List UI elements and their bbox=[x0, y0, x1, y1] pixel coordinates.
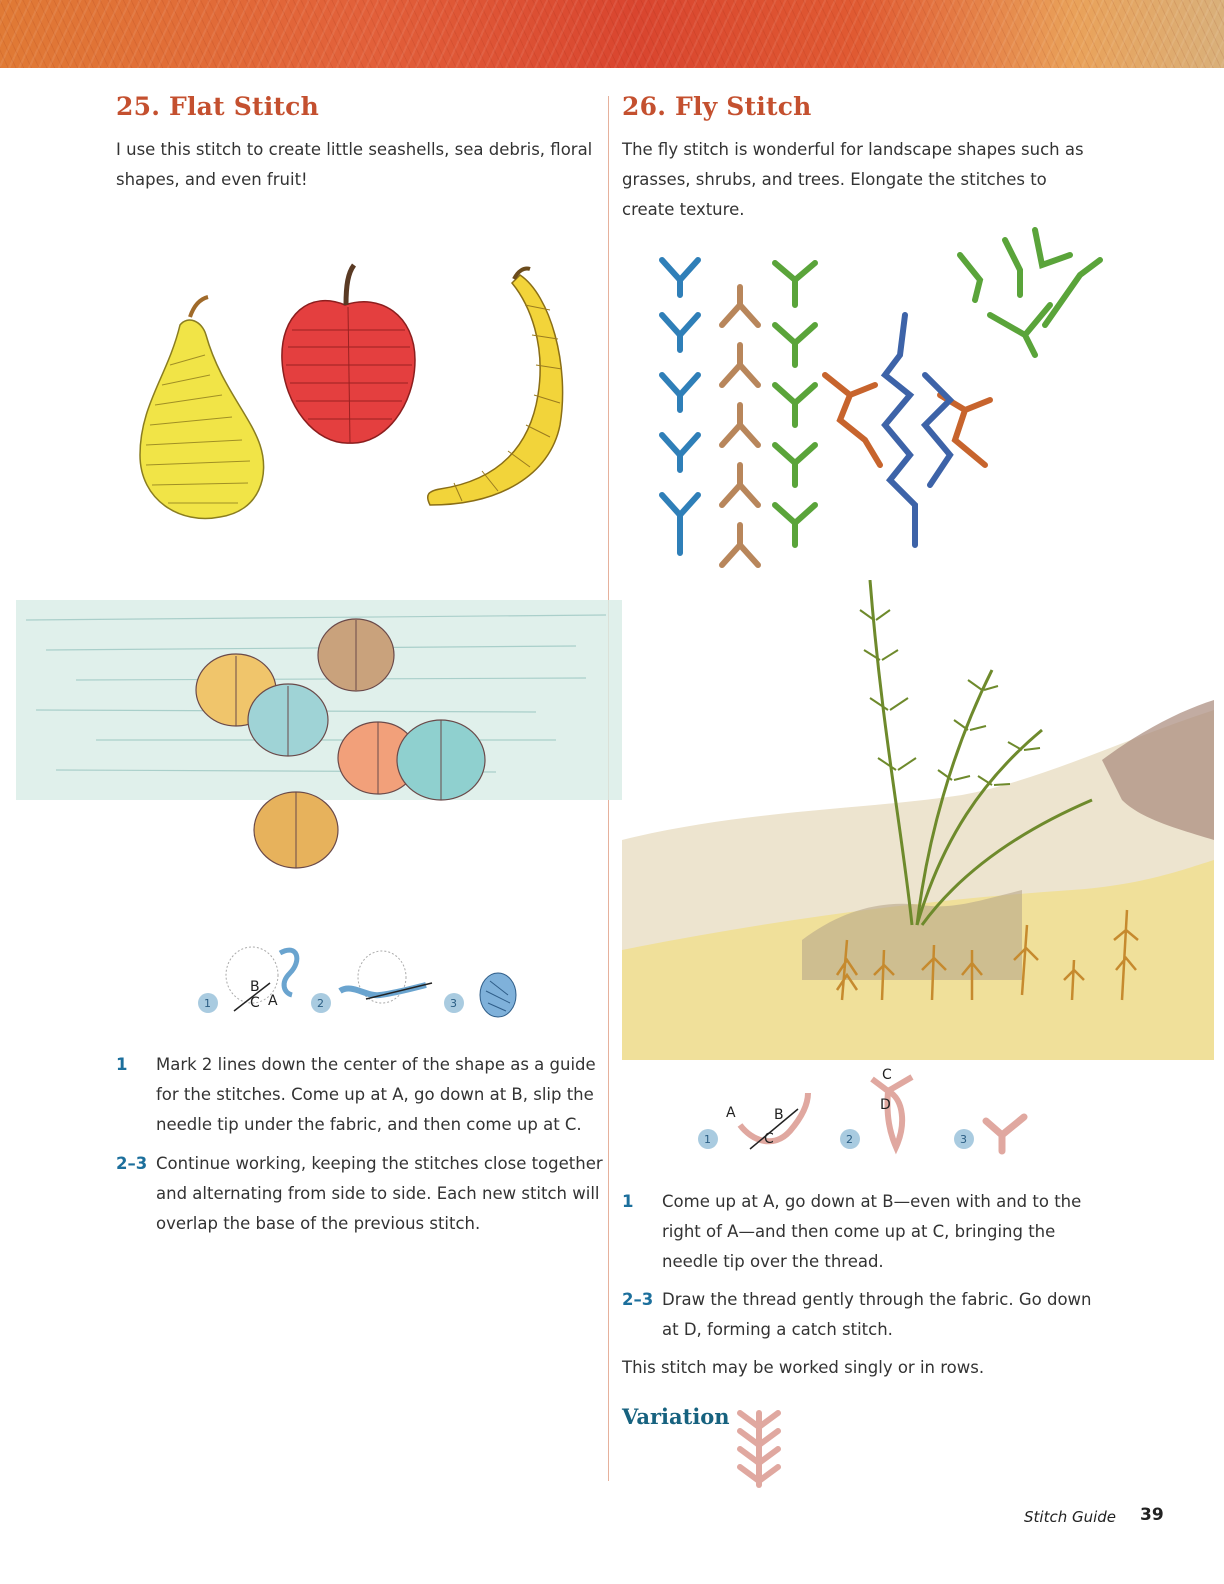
banana-illustration bbox=[428, 268, 563, 505]
diagram-step-2 bbox=[840, 1067, 912, 1149]
flat-stitch-step-1 bbox=[116, 1050, 606, 1140]
diagram-step-3 bbox=[954, 1117, 1024, 1151]
step-number: 2–3 bbox=[622, 1290, 654, 1309]
svg-text:C: C bbox=[764, 1131, 774, 1147]
step-text: Continue working, keeping the stitches close together and alternating from side to side. Each new stitch will overlap the base of the previous stitch. bbox=[156, 1154, 603, 1233]
shell-2 bbox=[248, 684, 328, 756]
fly-stitch-section bbox=[622, 92, 1102, 225]
shell-5 bbox=[397, 720, 485, 800]
fly-stitch-step-2-3 bbox=[622, 1285, 1112, 1345]
svg-text:2: 2 bbox=[846, 1133, 853, 1146]
diagram-step-2 bbox=[311, 951, 432, 1013]
flat-stitch-intro: I use this stitch to create little seashells, sea debris, floral shapes, and even fruit! bbox=[116, 140, 593, 189]
svg-text:B: B bbox=[250, 979, 260, 995]
step-number: 1 bbox=[622, 1192, 634, 1211]
svg-text:3: 3 bbox=[960, 1133, 967, 1146]
fly-stitch-rows-illustration bbox=[640, 215, 1120, 575]
flat-stitch-section bbox=[116, 92, 596, 195]
fly-stitch-intro: The fly stitch is wonderful for landscape shapes such as grasses, shrubs, and trees. Elongate the stitches to create texture. bbox=[622, 140, 1084, 219]
step-text: Mark 2 lines down the center of the shape as a guide for the stitches. Come up at A, go down at B, slip the needle tip under the fabric, and then come up at C. bbox=[156, 1055, 596, 1134]
fly-stitch-diagram bbox=[690, 1065, 1050, 1155]
shell-6 bbox=[254, 792, 338, 868]
svg-text:B: B bbox=[774, 1107, 784, 1123]
green-fly-column bbox=[775, 263, 815, 545]
svg-text:1: 1 bbox=[204, 997, 211, 1010]
variation-title: Variation bbox=[622, 1404, 730, 1429]
svg-text:1: 1 bbox=[704, 1133, 711, 1146]
tan-fly-column bbox=[722, 287, 758, 565]
fly-stitch-note: This stitch may be worked singly or in rows. bbox=[622, 1358, 985, 1377]
diagram-step-1 bbox=[698, 1093, 808, 1149]
variation-diagram bbox=[732, 1405, 792, 1490]
fly-stitch-step-1 bbox=[622, 1187, 1112, 1277]
footer-section-label: Stitch Guide bbox=[1024, 1508, 1117, 1526]
page-number: 39 bbox=[1140, 1505, 1164, 1525]
step-number: 1 bbox=[116, 1055, 128, 1074]
svg-text:3: 3 bbox=[450, 997, 457, 1010]
flat-stitch-title: 25. Flat Stitch bbox=[116, 92, 319, 121]
diagram-step-1 bbox=[198, 947, 297, 1013]
blue-zigzag-fly bbox=[885, 315, 950, 545]
step-text: Draw the thread gently through the fabric. Go down at D, forming a catch stitch. bbox=[662, 1290, 1092, 1339]
svg-text:C: C bbox=[882, 1067, 892, 1083]
svg-text:C: C bbox=[250, 995, 260, 1011]
fly-stitch-title: 26. Fly Stitch bbox=[622, 92, 812, 121]
svg-text:D: D bbox=[880, 1097, 891, 1113]
step-number: 2–3 bbox=[116, 1154, 148, 1173]
diagram-step-3 bbox=[444, 973, 516, 1017]
svg-text:A: A bbox=[726, 1105, 736, 1121]
header-texture-band bbox=[0, 0, 1224, 68]
flat-stitch-step-2-3 bbox=[116, 1149, 606, 1239]
flat-stitch-diagram bbox=[190, 935, 530, 1025]
apple-illustration bbox=[282, 265, 415, 443]
seashell-illustration bbox=[16, 580, 622, 900]
step-text: Come up at A, go down at B—even with and to the right of A—and then come up at C, bringing the needle tip over the thread. bbox=[662, 1192, 1082, 1271]
blue-fly-column bbox=[662, 260, 698, 553]
green-scattered-fly bbox=[960, 230, 1100, 355]
fruit-illustration bbox=[110, 255, 610, 535]
pear-illustration bbox=[140, 297, 264, 518]
landscape-illustration bbox=[622, 580, 1214, 1060]
shell-3 bbox=[318, 619, 394, 691]
svg-text:A: A bbox=[268, 993, 278, 1009]
svg-text:2: 2 bbox=[317, 997, 324, 1010]
